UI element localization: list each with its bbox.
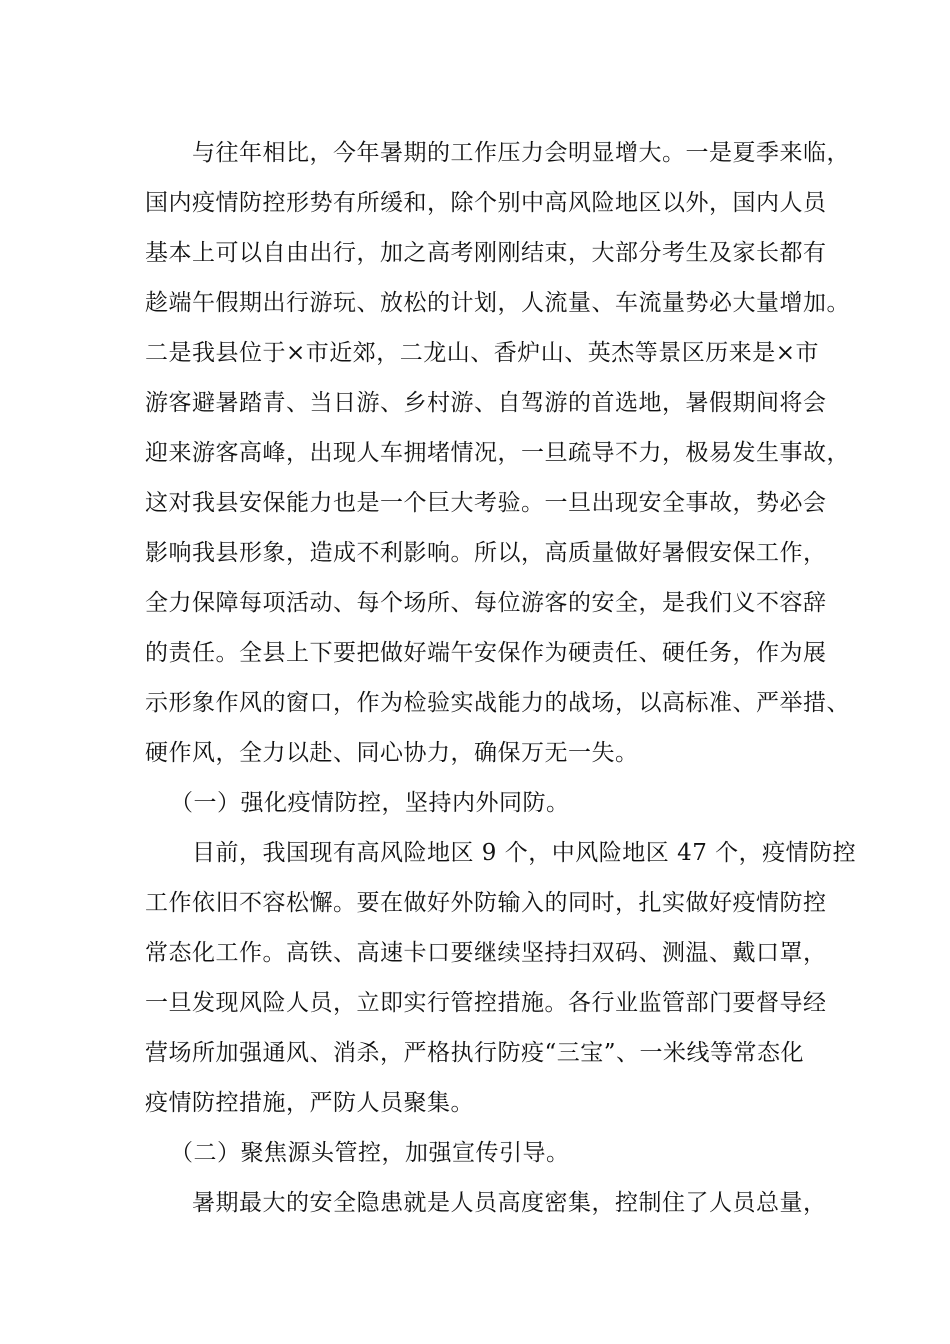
paragraph-line: 与往年相比，今年暑期的工作压力会明显增大。一是夏季来临， [192, 140, 850, 166]
paragraph-line: 示形象作风的窗口，作为检验实战能力的战场，以高标准、严举措、 [145, 690, 850, 716]
paragraph-line: 营场所加强通风、消杀，严格执行防疫“三宝”、一米线等常态化 [145, 1040, 805, 1066]
paragraph-line: 趁端午假期出行游玩、放松的计划，人流量、车流量势必大量增加。 [145, 290, 850, 316]
paragraph-line: 二是我县位于×市近郊，二龙山、香炉山、英杰等景区历来是×市 [145, 340, 820, 366]
paragraph-line: 的责任。全县上下要把做好端午安保作为硬责任、硬任务，作为展 [145, 640, 827, 666]
paragraph-line: 工作依旧不容松懈。要在做好外防输入的同时，扎实做好疫情防控 [145, 890, 827, 916]
section-heading: （一）强化疫情防控，坚持内外同防。 [170, 790, 570, 816]
paragraph-line: 全力保障每项活动、每个场所、每位游客的安全，是我们义不容辞 [145, 590, 827, 616]
paragraph-line: 国内疫情防控形势有所缓和，除个别中高风险地区以外，国内人员 [145, 190, 827, 216]
paragraph-line: 暑期最大的安全隐患就是人员高度密集，控制住了人员总量， [192, 1190, 827, 1216]
paragraph-line: 这对我县安保能力也是一个巨大考验。一旦出现安全事故，势必会 [145, 490, 827, 516]
paragraph-line: 游客避暑踏青、当日游、乡村游、自驾游的首选地，暑假期间将会 [145, 390, 827, 416]
paragraph-line: 疫情防控措施，严防人员聚集。 [145, 1090, 474, 1116]
paragraph-line: 影响我县形象，造成不利影响。所以，高质量做好暑假安保工作， [145, 540, 827, 566]
paragraph-line: 常态化工作。高铁、高速卡口要继续坚持扫双码、测温、戴口罩， [145, 940, 827, 966]
section-heading: （二）聚焦源头管控，加强宣传引导。 [170, 1140, 570, 1166]
paragraph-line: 一旦发现风险人员，立即实行管控措施。各行业监管部门要督导经 [145, 990, 827, 1016]
paragraph-line: 硬作风，全力以赴、同心协力，确保万无一失。 [145, 740, 639, 766]
paragraph-line: 迎来游客高峰，出现人车拥堵情况，一旦疏导不力，极易发生事故， [145, 440, 850, 466]
paragraph-line: 基本上可以自由出行，加之高考刚刚结束，大部分考生及家长都有 [145, 240, 827, 266]
paragraph-line: 目前，我国现有高风险地区 9 个，中风险地区 47 个，疫情防控 [192, 840, 857, 866]
